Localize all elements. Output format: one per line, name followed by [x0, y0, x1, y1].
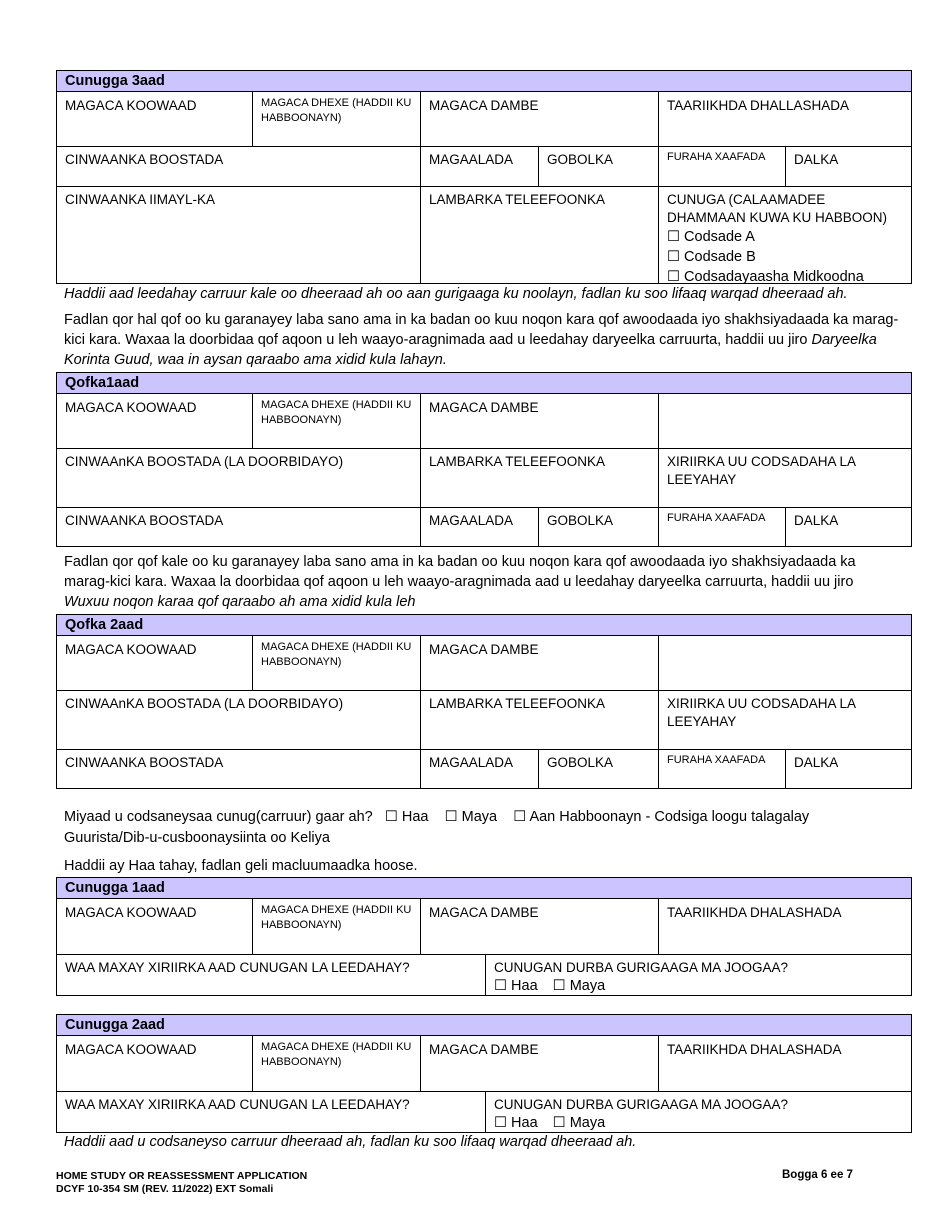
question-na-checkbox[interactable]: ☐ Aan Habboonayn - Codsiga loogu talagalay: [513, 809, 810, 825]
ref-1-relationship-field[interactable]: XIRIIRKA UU CODSADAHA LA LEEYAHAY: [658, 448, 912, 507]
child-1-table: [56, 898, 912, 996]
ref-2-blank-field[interactable]: [658, 636, 912, 690]
child-2-relationship-field[interactable]: WAA MAXAY XIRIIRKA AAD CUNUGAN LA LEEDAHAY?: [65, 1097, 410, 1112]
child-2-table: [56, 1035, 912, 1133]
child-3-zip-field[interactable]: FURAHA XAAFADA: [658, 146, 785, 186]
child-2-yes-checkbox[interactable]: ☐ Haa: [494, 1115, 538, 1131]
child-1-first-name-field[interactable]: MAGACA KOOWAAD: [65, 905, 197, 920]
child-3-option-b[interactable]: ☐ Codsade B: [667, 249, 756, 265]
section-header-child-2: Cunugga 2aad: [56, 1014, 912, 1036]
child-1-middle-name-field[interactable]: MAGACA DHEXE (HADDII KU HABBOONAYN): [252, 899, 420, 954]
ref-2-preferred-address-field[interactable]: CINWAAnKA BOOSTADA (LA DOORBIDAYO): [65, 696, 344, 711]
ref-1-zip-field[interactable]: FURAHA XAAFADA: [658, 507, 785, 547]
child-2-last-name-field[interactable]: MAGACA DAMBE: [420, 1036, 658, 1091]
ref-2-first-name-field[interactable]: MAGACA KOOWAAD: [65, 642, 197, 657]
ref-1-phone-field[interactable]: LAMBARKA TELEEFOONKA: [420, 448, 658, 507]
section-header-reference-2: Qofka 2aad: [56, 614, 912, 636]
child-3-first-name-field[interactable]: MAGACA KOOWAAD: [65, 98, 197, 113]
ref-2-relationship-field[interactable]: XIRIIRKA UU CODSADAHA LA LEEYAHAY: [658, 690, 912, 749]
child-3-table: [56, 91, 912, 284]
reference-2-instructions: Fadlan qor qof kale oo ku garanayey laba sano ama in ka badan oo kuu noqon kara qof awoodaada iyo shakhsiyadaada ka marag-kici kara. Waxaa la doorbidaa qof aqoon u leh waayo-aragnimada aad u leedahay daryeelka carruurta, haddii uu jiro Wuxuu noqon karaa qof qaraabo ah ama xidid kula leh: [64, 554, 856, 610]
specific-child-question: [64, 807, 899, 849]
child-3-city-field[interactable]: MAGAALADA: [420, 146, 538, 186]
ref-2-mailing-address-field[interactable]: CINWAANKA BOOSTADA: [65, 755, 224, 770]
child-3-state-field[interactable]: GOBOLKA: [538, 146, 658, 186]
ref-1-state-field[interactable]: GOBOLKA: [538, 507, 658, 547]
reference-1-table: [56, 393, 912, 547]
child-2-middle-name-field[interactable]: MAGACA DHEXE (HADDII KU HABBOONAYN): [252, 1036, 420, 1091]
question-yes-checkbox[interactable]: ☐ Haa: [384, 809, 429, 825]
ref-2-last-name-field[interactable]: MAGACA DAMBE: [420, 636, 658, 690]
ref-2-country-field[interactable]: DALKA: [785, 749, 912, 789]
child-3-mailing-address-field[interactable]: CINWAANKA BOOSTADA: [65, 152, 224, 167]
section-header-child-3: Cunugga 3aad: [56, 70, 912, 92]
question-text: Miyaad u codsaneysaa cunug(carruur) gaar ah?: [64, 809, 373, 825]
child-2-first-name-field[interactable]: MAGACA KOOWAAD: [65, 1042, 197, 1057]
child-3-phone-field[interactable]: LAMBARKA TELEEFOONKA: [420, 186, 658, 284]
ref-1-middle-name-field[interactable]: MAGACA DHEXE (HADDII KU HABBOONAYN): [252, 394, 420, 448]
child-3-option-neither[interactable]: ☐ Codsadayaasha Midkoodna: [667, 269, 864, 285]
ref-1-city-field[interactable]: MAGAALADA: [420, 507, 538, 547]
child-3-last-name-field[interactable]: MAGACA DAMBE: [420, 92, 658, 146]
child-3-country-field[interactable]: DALKA: [785, 146, 912, 186]
child-1-yes-checkbox[interactable]: ☐ Haa: [494, 978, 538, 994]
child-3-option-a[interactable]: ☐ Codsade A: [667, 229, 755, 245]
child-3-middle-name-field[interactable]: MAGACA DHEXE (HADDII KU HABBOONAYN): [252, 92, 420, 146]
child-2-lives-here-group: [485, 1091, 912, 1133]
question-na-continuation: Guurista/Dib-u-cusboonaysiinta oo Keliya: [64, 830, 330, 846]
child-3-applicant-label: CUNUGA (CALAAMADEE DHAMMAAN KUWA KU HABBOON): [667, 192, 888, 225]
ref-2-city-field[interactable]: MAGAALADA: [420, 749, 538, 789]
ref-2-state-field[interactable]: GOBOLKA: [538, 749, 658, 789]
ref-1-mailing-address-field[interactable]: CINWAANKA BOOSTADA: [65, 513, 224, 528]
child-2-lives-here-label: CUNUGAN DURBA GURIGAAGA MA JOOGAA?: [494, 1097, 789, 1112]
child-1-lives-here-group: [485, 954, 912, 996]
child-3-dob-field[interactable]: TAARIIKHDA DHALLASHADA: [658, 92, 912, 146]
reference-1-instructions: Fadlan qor hal qof oo ku garanayey laba sano ama in ka badan oo kuu noqon kara qof awoodaada iyo shakhsiyadaada ka marag-kici kara. Waxaa la doorbidaa qof aqoon u leh waayo-aragnimada aad u leedahay daryeelka carruurta, haddii uu jiro Daryeelka Korinta Guud, waa in aysan qaraabo ama xidid kula lahayn.: [64, 312, 899, 368]
ref-1-country-field[interactable]: DALKA: [785, 507, 912, 547]
ref-2-middle-name-field[interactable]: MAGACA DHEXE (HADDII KU HABBOONAYN): [252, 636, 420, 690]
child-1-last-name-field[interactable]: MAGACA DAMBE: [420, 899, 658, 954]
child-2-no-checkbox[interactable]: ☐ Maya: [552, 1115, 606, 1131]
child-1-relationship-field[interactable]: WAA MAXAY XIRIIRKA AAD CUNUGAN LA LEEDAHAY?: [65, 960, 410, 975]
child-1-no-checkbox[interactable]: ☐ Maya: [552, 978, 606, 994]
child-1-dob-field[interactable]: TAARIIKHDA DHALASHADA: [658, 899, 912, 954]
reference-2-table: [56, 635, 912, 789]
footer-form-number: DCYF 10-354 SM (REV. 11/2022) EXT Somali: [56, 1183, 274, 1195]
ref-1-last-name-field[interactable]: MAGACA DAMBE: [420, 394, 658, 448]
ref-1-blank-field[interactable]: [658, 394, 912, 448]
child-2-dob-field[interactable]: TAARIIKHDA DHALASHADA: [658, 1036, 912, 1091]
if-yes-instruction: Haddii ay Haa tahay, fadlan geli macluumaadka hoose.: [64, 858, 418, 874]
section-header-reference-1: Qofka1aad: [56, 372, 912, 394]
footer-page-number: Bogga 6 ee 7: [782, 1169, 853, 1181]
section-header-child-1: Cunugga 1aad: [56, 877, 912, 899]
ref-2-phone-field[interactable]: LAMBARKA TELEEFOONKA: [420, 690, 658, 749]
note-more-children: Haddii aad leedahay carruur kale oo dheeraad ah oo aan gurigaaga ku noolayn, fadlan ku soo lifaaq warqad dheeraad ah.: [64, 286, 848, 302]
footer-form-title: HOME STUDY OR REASSESSMENT APPLICATION: [56, 1170, 308, 1182]
child-1-lives-here-label: CUNUGAN DURBA GURIGAAGA MA JOOGAA?: [494, 960, 789, 975]
child-3-applicant-group: [658, 186, 912, 284]
ref-1-first-name-field[interactable]: MAGACA KOOWAAD: [65, 400, 197, 415]
ref-1-preferred-address-field[interactable]: CINWAAnKA BOOSTADA (LA DOORBIDAYO): [65, 454, 344, 469]
ref-2-zip-field[interactable]: FURAHA XAAFADA: [658, 749, 785, 789]
question-no-checkbox[interactable]: ☐ Maya: [444, 809, 498, 825]
note-additional-children: Haddii aad u codsaneyso carruur dheeraad ah, fadlan ku soo lifaaq warqad dheeraad ah.: [64, 1134, 637, 1150]
child-3-email-field[interactable]: CINWAANKA IIMAYL-KA: [65, 192, 216, 207]
